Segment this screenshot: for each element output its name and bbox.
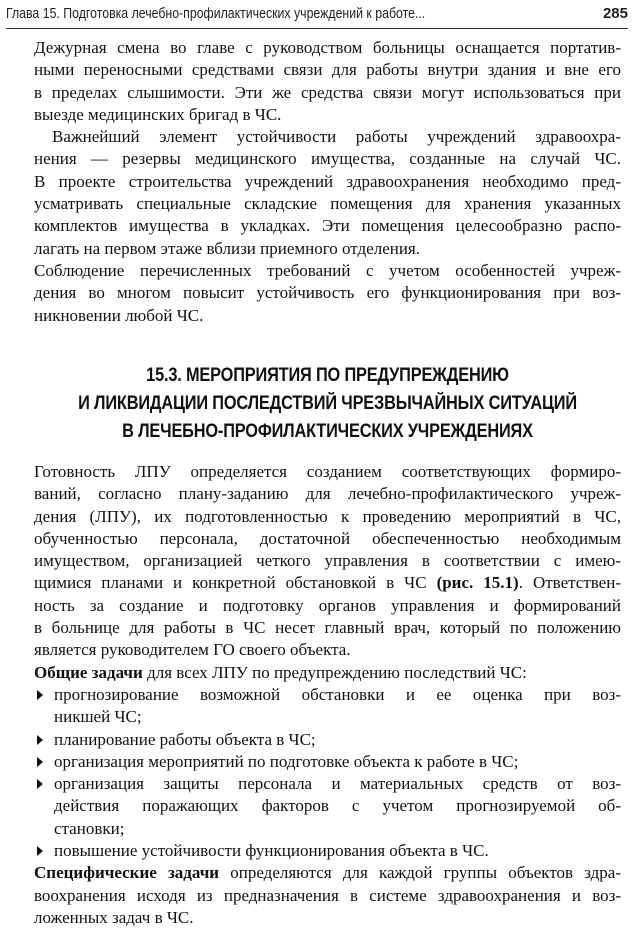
triangle-bullet-icon [37, 690, 43, 700]
triangle-bullet-icon [37, 779, 43, 789]
text-line: ложенных задач в ЧС. [34, 907, 194, 927]
text-line [34, 572, 621, 594]
text-line: никшей ЧС; [54, 707, 142, 727]
text-line: повышение устойчивости функционирования объекта в ЧС. [54, 841, 489, 861]
text-line: является руководителем ГО своего объекта. [34, 640, 351, 660]
heading-line: В ЛЕЧЕБНО-ПРОФИЛАКТИЧЕСКИХ УЧРЕЖДЕНИЯХ [122, 421, 533, 442]
page-number: 285 [602, 5, 628, 22]
triangle-bullet-icon [37, 846, 43, 856]
text-line: действия поражающих факторов с учетом прогнозируемой об- [54, 796, 621, 816]
text-line: дения во многом повысит устойчивость его функционирования при воз- [34, 283, 621, 303]
text-line: комплектов имущества в укладках. Эти помещения целесообразно распо- [34, 216, 621, 236]
paragraph [34, 461, 621, 662]
header-rule [6, 28, 628, 29]
text-line: в больнице для работы в ЧС несет главный врач, который по положению [34, 618, 621, 638]
section-body [34, 461, 621, 929]
paragraph [34, 862, 621, 929]
text-span: для всех ЛПУ по предупреждению последствий ЧС: [142, 662, 527, 682]
specific-tasks-label: Специфические задачи [34, 863, 220, 883]
list-item [34, 751, 621, 773]
intro-text [34, 37, 621, 327]
text-line: выезде медицинских бригад в ЧС. [34, 104, 282, 124]
heading-line: 15.3. МЕРОПРИЯТИЯ ПО ПРЕДУПРЕЖДЕНИЮ [146, 365, 509, 386]
text-line: усматривать специальные складские помещения для хранения указанных [34, 194, 621, 214]
text-line: Дежурная смена во главе с руководством больницы оснащается портатив- [34, 38, 621, 57]
figure-reference: (рис. 15.1) [436, 573, 519, 593]
text-line: воохранения исходя из предназначения в системе здравоохранения и воз- [34, 885, 621, 905]
list-item [34, 773, 621, 840]
text-line: ными переносными средствами связи для работы внутри здания и вне его [34, 60, 621, 80]
text-line: становки; [54, 818, 125, 838]
section-heading [34, 362, 621, 446]
paragraph [34, 126, 621, 260]
general-tasks-label: Общие задачи [34, 662, 143, 682]
list-item [34, 729, 621, 751]
text-span: определяются для каждой группы объектов здра- [219, 863, 621, 883]
chapter-title: Глава 15. Подготовка лечебно-профилактических учреждений к работе... [6, 6, 426, 22]
text-span: щимися планами и конкретной обстановкой в ЧС [34, 573, 427, 593]
text-line: в пределах слышимости. Эти же средства связи могут использоваться при [34, 82, 621, 102]
text-line: Готовность ЛПУ определяется созданием соответствующих формиро- [34, 462, 621, 481]
paragraph [34, 260, 621, 327]
text-line: В проекте строительства учреждений здравоохранения необходимо пред- [34, 171, 621, 191]
text-line: Важнейший элемент устойчивости работы учреждений здравоохра- [52, 127, 621, 147]
text-span: . Ответствен- [518, 573, 621, 593]
text-line: никновении любой ЧС. [34, 305, 204, 325]
text-line [34, 862, 621, 884]
list-item [34, 840, 621, 862]
running-header [6, 4, 628, 26]
text-line [34, 662, 621, 684]
text-line: дения (ЛПУ), их подготовленностью к проведению мероприятий в ЧС, [34, 506, 621, 526]
list-item [34, 684, 621, 729]
triangle-bullet-icon [37, 735, 43, 745]
text-line: ность за создание и подготовку органов управления и формирований [34, 595, 621, 615]
text-line: организация мероприятий по подготовке объекта к работе в ЧС; [54, 751, 519, 771]
paragraph [34, 662, 621, 684]
text-line: обученностью персонала, достаточной обеспеченностью необходимым [34, 528, 621, 548]
text-line: ваний, согласно плану-заданию для лечебно-профилактического учреж- [34, 484, 621, 504]
paragraph [34, 37, 621, 126]
text-line: нения — резервы медицинского имущества, созданные на случай ЧС. [34, 149, 621, 169]
text-line: имуществом, организацией четкого управления в соответствии с имею- [34, 551, 621, 571]
text-line: прогнозирование возможной обстановки и ее оценка при воз- [54, 684, 621, 704]
text-line: планирование работы объекта в ЧС; [54, 729, 316, 749]
triangle-bullet-icon [37, 757, 43, 767]
text-line: лагать на первом этаже вблизи приемного отделения. [34, 238, 421, 258]
heading-line: И ЛИКВИДАЦИИ ПОСЛЕДСТВИЙ ЧРЕЗВЫЧАЙНЫХ СИТУАЦИЙ [78, 393, 577, 414]
text-line: Соблюдение перечисленных требований с учетом особенностей учреж- [34, 260, 621, 280]
text-line: организация защиты персонала и материальных средств от воз- [54, 774, 621, 794]
